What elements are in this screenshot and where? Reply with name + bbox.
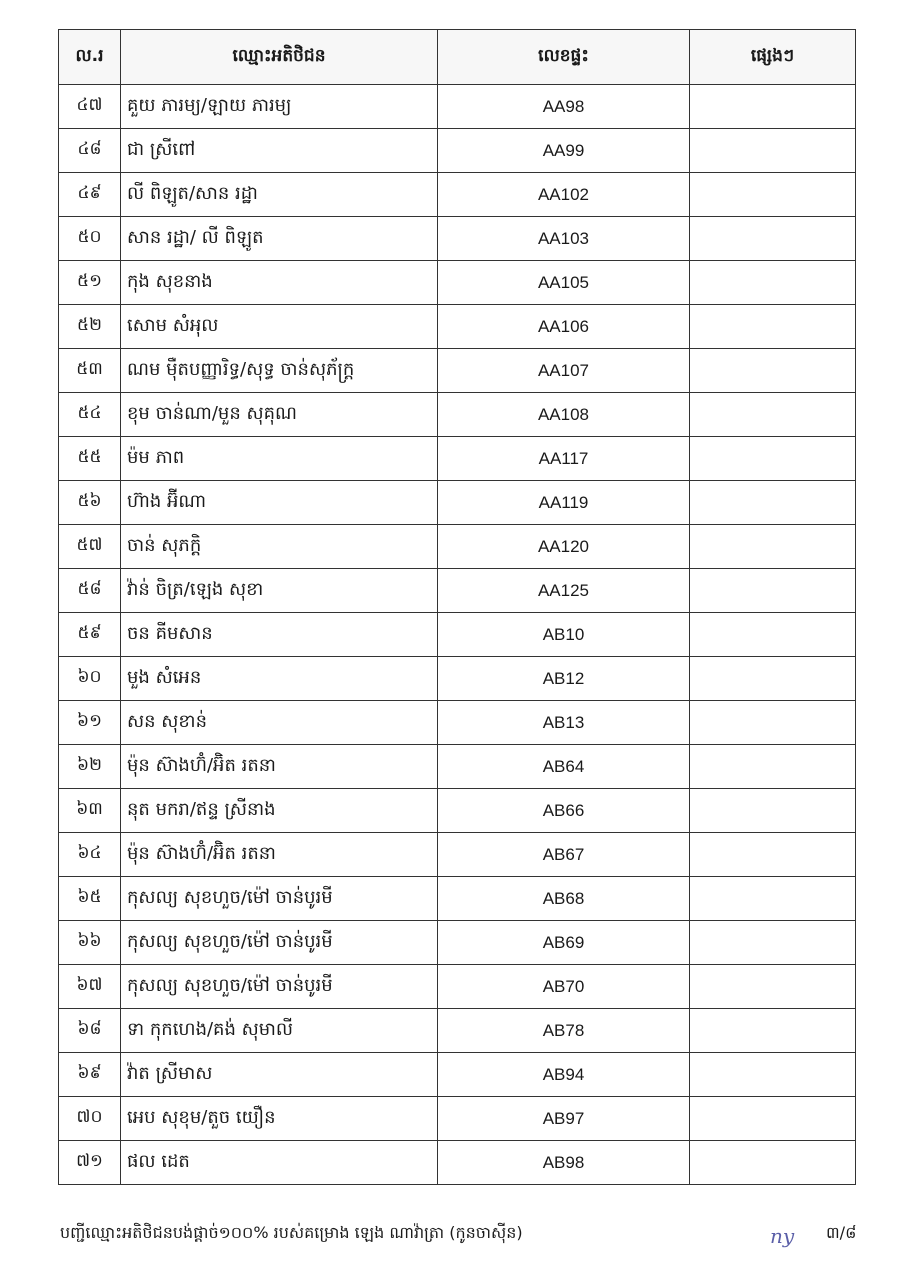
table-row — [59, 877, 856, 921]
row-number: ៥៤ — [59, 393, 121, 437]
row-number: ៥០ — [59, 217, 121, 261]
table-row — [59, 173, 856, 217]
row-number: ៤៨ — [59, 129, 121, 173]
other-notes — [690, 613, 856, 657]
row-number: ៦០ — [59, 657, 121, 701]
customer-name: ខុម ចាន់ណា/មួន សុគុណ — [121, 393, 438, 437]
customer-name: កុសល្យ សុខហួច/ម៉ៅ ចាន់បូរមី — [121, 965, 438, 1009]
page-footer — [60, 1222, 860, 1256]
house-number: AA117 — [438, 437, 690, 481]
table-body — [59, 85, 856, 1185]
customer-name: ផល ដេត — [121, 1141, 438, 1185]
row-number: ៦៥ — [59, 877, 121, 921]
table-row — [59, 1009, 856, 1053]
customer-name: ហ៊ាង អ៊ីណា — [121, 481, 438, 525]
other-notes — [690, 393, 856, 437]
header-house-number: លេខផ្ទះ — [438, 30, 690, 85]
row-number: ៦៦ — [59, 921, 121, 965]
customer-name: លី ពិឡូត/សាន រដ្ឋា — [121, 173, 438, 217]
other-notes — [690, 1141, 856, 1185]
customer-name: មួង សំអេន — [121, 657, 438, 701]
header-customer-name: ឈ្មោះអតិថិជន — [121, 30, 438, 85]
row-number: ៤៧ — [59, 85, 121, 129]
house-number: AB98 — [438, 1141, 690, 1185]
table-row — [59, 745, 856, 789]
footer-caption: បញ្ជីឈ្មោះអតិថិជនបង់ផ្តាច់១០០% របស់គម្រោង ឡេង ណាវ៉ាត្រា (កូនចាស៊ីន) — [60, 1223, 523, 1242]
page-number: ៣/៨ — [826, 1223, 857, 1242]
house-number: AB70 — [438, 965, 690, 1009]
row-number: ៦២ — [59, 745, 121, 789]
table-row — [59, 393, 856, 437]
customer-name: សោម សំអុល — [121, 305, 438, 349]
house-number: AA107 — [438, 349, 690, 393]
other-notes — [690, 921, 856, 965]
table-row — [59, 349, 856, 393]
other-notes — [690, 173, 856, 217]
customer-name: ណម ម៉ឺតបញ្ញារិទ្ធ/សុទ្ធ ចាន់សុភ័ក្រ្ត — [121, 349, 438, 393]
row-number: ៥៨ — [59, 569, 121, 613]
house-number: AA98 — [438, 85, 690, 129]
other-notes — [690, 525, 856, 569]
other-notes — [690, 877, 856, 921]
row-number: ៤៩ — [59, 173, 121, 217]
house-number: AB12 — [438, 657, 690, 701]
row-number: ៦៩ — [59, 1053, 121, 1097]
table-row — [59, 657, 856, 701]
house-number: AB68 — [438, 877, 690, 921]
row-number: ៦៨ — [59, 1009, 121, 1053]
customer-name: ម៉ុន ស៊ាងហ៊ំ/អ៊ិត រតនា — [121, 833, 438, 877]
other-notes — [690, 85, 856, 129]
house-number: AA119 — [438, 481, 690, 525]
table-row — [59, 1053, 856, 1097]
table-row — [59, 701, 856, 745]
other-notes — [690, 349, 856, 393]
house-number: AB78 — [438, 1009, 690, 1053]
other-notes — [690, 481, 856, 525]
house-number: AA108 — [438, 393, 690, 437]
house-number: AB69 — [438, 921, 690, 965]
other-notes — [690, 701, 856, 745]
row-number: ៥១ — [59, 261, 121, 305]
table-row — [59, 613, 856, 657]
customer-name: ជា ស្រីពៅ — [121, 129, 438, 173]
table-row — [59, 921, 856, 965]
other-notes — [690, 965, 856, 1009]
customer-name: វ៉ាន់ ចិត្រ/ឡេង សុខា — [121, 569, 438, 613]
customer-name: កុសល្យ សុខហួច/ម៉ៅ ចាន់បូរមី — [121, 921, 438, 965]
other-notes — [690, 129, 856, 173]
row-number: ៦៤ — [59, 833, 121, 877]
other-notes — [690, 657, 856, 701]
table-row — [59, 261, 856, 305]
table-row — [59, 833, 856, 877]
house-number: AA120 — [438, 525, 690, 569]
customer-name: ចន គីមសាន — [121, 613, 438, 657]
row-number: ៥២ — [59, 305, 121, 349]
header-no: ល.រ — [59, 30, 121, 85]
row-number: ៦១ — [59, 701, 121, 745]
table-row — [59, 789, 856, 833]
table-row — [59, 129, 856, 173]
row-number: ៧០ — [59, 1097, 121, 1141]
house-number: AA105 — [438, 261, 690, 305]
customer-name: ទា កុកហេង/គង់ សុមាលី — [121, 1009, 438, 1053]
row-number: ៦៧ — [59, 965, 121, 1009]
table-row — [59, 217, 856, 261]
customer-name: សាន រដ្ឋា/ លី ពិឡូត — [121, 217, 438, 261]
table-row — [59, 1097, 856, 1141]
row-number: ៥៧ — [59, 525, 121, 569]
other-notes — [690, 261, 856, 305]
table-row — [59, 481, 856, 525]
other-notes — [690, 217, 856, 261]
table-row — [59, 525, 856, 569]
house-number: AB94 — [438, 1053, 690, 1097]
house-number: AB67 — [438, 833, 690, 877]
other-notes — [690, 1009, 856, 1053]
customer-name: កុសល្យ សុខហួច/ម៉ៅ ចាន់បូរមី — [121, 877, 438, 921]
other-notes — [690, 1053, 856, 1097]
row-number: ៥៥ — [59, 437, 121, 481]
house-number: AA125 — [438, 569, 690, 613]
table-row — [59, 569, 856, 613]
other-notes — [690, 437, 856, 481]
other-notes — [690, 305, 856, 349]
house-number: AA106 — [438, 305, 690, 349]
customer-name: ម៉ម ភាព — [121, 437, 438, 481]
handwritten-initials: ny — [770, 1224, 795, 1248]
table-row — [59, 965, 856, 1009]
other-notes — [690, 745, 856, 789]
other-notes — [690, 789, 856, 833]
table-row — [59, 437, 856, 481]
customer-name: កុង សុខនាង — [121, 261, 438, 305]
row-number: ៧១ — [59, 1141, 121, 1185]
customer-name: វ៉ាត ស្រីមាស — [121, 1053, 438, 1097]
customer-name: គួយ ភារម្យ/ឡាយ ភារម្យ — [121, 85, 438, 129]
customer-name: ម៉ុន ស៊ាងហ៊ំ/អ៊ិត រតនា — [121, 745, 438, 789]
table-row — [59, 85, 856, 129]
customer-name: ចាន់ សុភក្តិ — [121, 525, 438, 569]
row-number: ៥៩ — [59, 613, 121, 657]
house-number: AB10 — [438, 613, 690, 657]
row-number: ៥៣ — [59, 349, 121, 393]
other-notes — [690, 1097, 856, 1141]
other-notes — [690, 833, 856, 877]
house-number: AB64 — [438, 745, 690, 789]
house-number: AB97 — [438, 1097, 690, 1141]
row-number: ៥៦ — [59, 481, 121, 525]
customer-name: អេប សុខុម/តួច យឿន — [121, 1097, 438, 1141]
table-row — [59, 305, 856, 349]
house-number: AA99 — [438, 129, 690, 173]
house-number: AA102 — [438, 173, 690, 217]
house-number: AA103 — [438, 217, 690, 261]
house-number: AB13 — [438, 701, 690, 745]
customer-name: សន សុខាន់ — [121, 701, 438, 745]
row-number: ៦៣ — [59, 789, 121, 833]
table-row — [59, 1141, 856, 1185]
house-number: AB66 — [438, 789, 690, 833]
other-notes — [690, 569, 856, 613]
header-other: ផ្សេងៗ — [690, 30, 856, 85]
customer-name: នុត មករា/ឥន្ទ ស្រីនាង — [121, 789, 438, 833]
customer-table — [58, 29, 856, 1185]
table-header-row — [59, 30, 856, 85]
